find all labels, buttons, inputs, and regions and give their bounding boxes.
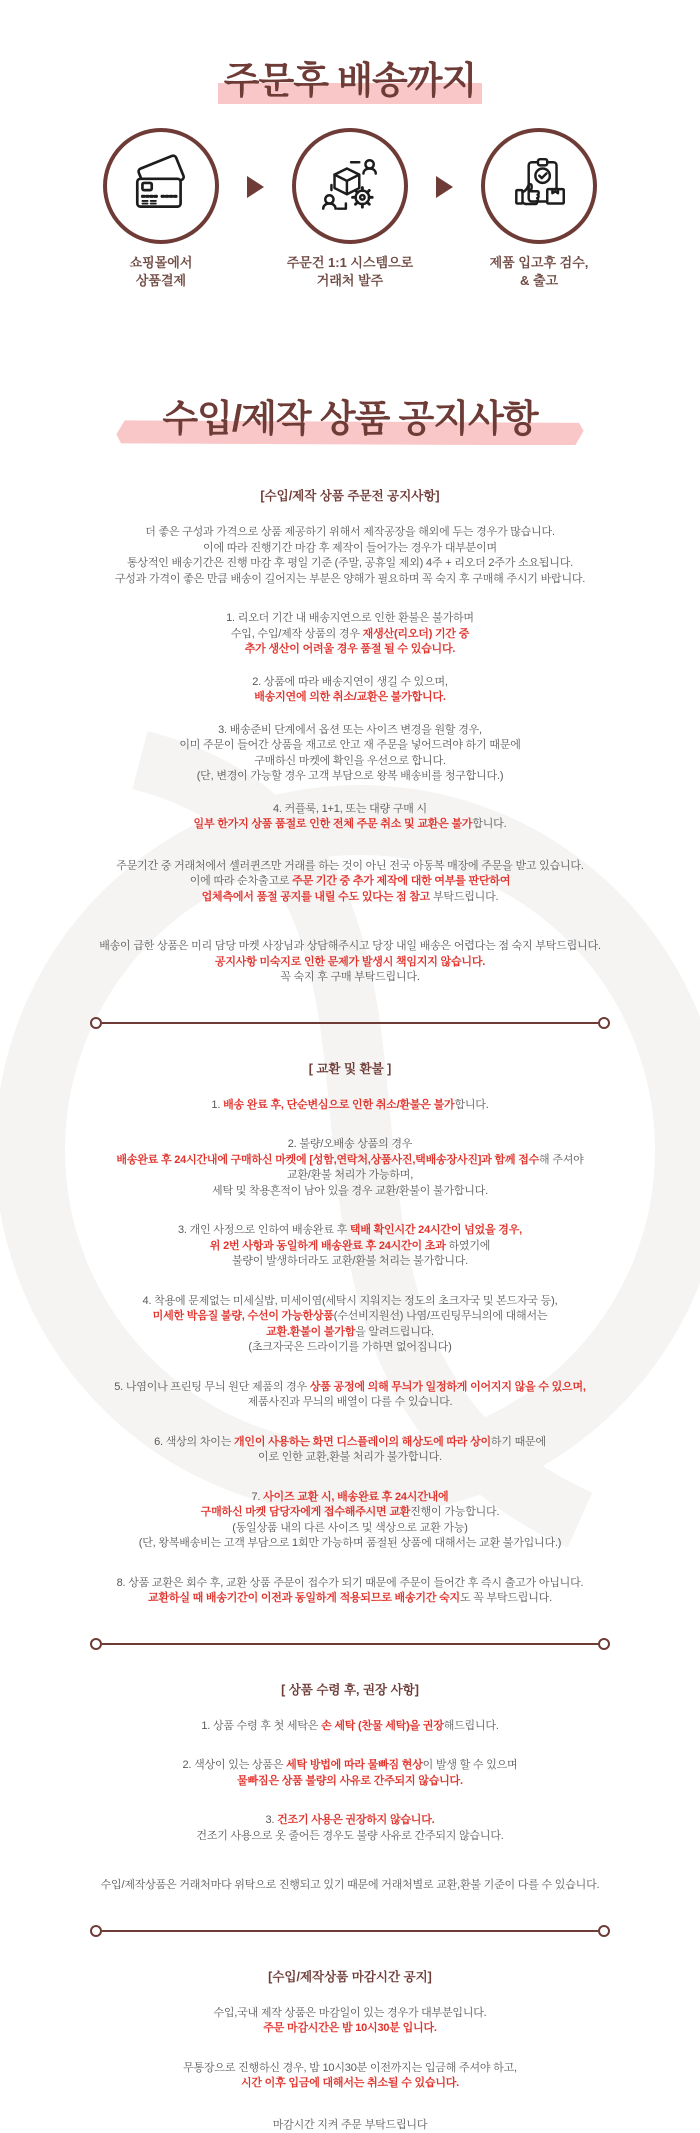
notice-line: 꼭 숙지 후 구매 부탁드립니다. [280, 971, 420, 984]
notice-title-section [0, 388, 700, 442]
notice-line: 제품사진과 무늬의 배열이 다를 수 있습니다. [247, 1396, 453, 1409]
notice-line: 세탁 및 착용흔적이 남아 있을 경우 교환/환불이 불가합니다. [212, 1184, 488, 1197]
notice-paragraph [0, 939, 700, 986]
step-label-line: & 출고 [519, 273, 559, 289]
section-header: [수입/제작상품 마감시간 공지] [268, 1969, 432, 1984]
notice-line: 수입,국내 제작 상품은 마감일이 있는 경우가 대부분입니다. [213, 2006, 487, 2019]
notice-paragraph [0, 675, 700, 706]
divider-end-circle [598, 1638, 610, 1650]
notice-line: 수입/제작상품은 거래처마다 위탁으로 진행되고 있기 때문에 거래처별로 교환,환불 기준이 다를 수 있습니다. [100, 1879, 600, 1892]
notice-blocks [0, 486, 700, 2133]
notice-line: 더 좋은 구성과 가격으로 상품 제공하기 위해서 제작공장을 해외에 두는 경우가 많습니다. [145, 526, 555, 539]
divider-end-circle [598, 1925, 610, 1937]
notice-line: 주문기간 중 거래처에서 셀러퀸즈만 거래를 하는 것이 아닌 전국 아동복 매장에 주문을 받고 있습니다. [116, 859, 584, 872]
step-label-line: 거래처 발주 [316, 273, 384, 289]
step-label-line: 쇼핑몰에서 [129, 255, 193, 270]
notice-line: 시간 이후 입금에 대해서는 취소될 수 있습니다. [240, 2077, 460, 2090]
notice-line: 수입, 수입/제작 상품의 경우 재생산(리오더) 기간 중 [230, 627, 470, 640]
step-circle [292, 128, 408, 244]
notice-line: (초크자국은 드라이기를 가하면 없어집니다) [248, 1341, 452, 1354]
section-header: [수입/제작 상품 주문전 공지사항] [260, 489, 440, 504]
step-circle [481, 128, 597, 244]
divider-end-circle [90, 1017, 102, 1029]
notice-line: 건조기 사용으로 옷 줄어든 경우도 불량 사유로 간주되지 않습니다. [196, 1829, 504, 1842]
notice-paragraph [0, 1098, 700, 1114]
divider-line [102, 1643, 598, 1646]
notice-paragraph [0, 1223, 700, 1270]
notice-line: 배송완료 후 24시간내에 구매하신 마켓에 [성함,연락처,상품사진,택배송장사진]과 함께 접수해 주셔야 [116, 1153, 584, 1166]
notice-paragraph [0, 1576, 700, 1607]
notice-line: 공지사항 미숙지로 인한 문제가 발생시 책임지지 않습니다. [214, 955, 486, 968]
notice-paragraph [0, 1294, 700, 1356]
notice-line: 이에 따라 순차출고로 주문 기간 중 추가 제작에 대한 여부를 판단하여 [189, 875, 511, 888]
notice-paragraph [0, 1490, 700, 1552]
notice-line: 업체측에서 품절 공지를 내릴 수도 있다는 점 참고 부탁드립니다. [201, 890, 499, 903]
notice-title-block [162, 388, 537, 442]
notice-line: 3. 건조기 사용은 권장하지 않습니다. [265, 1814, 435, 1827]
notice-line: 1. 리오더 기간 내 배송지연으로 인한 환불은 불가하며 [226, 612, 474, 625]
credit-card-icon [128, 153, 194, 219]
notice-line: 무통장으로 진행하신 경우, 밤 10시30분 이전까지는 입금해 주셔야 하고, [183, 2061, 517, 2074]
notice-line: (동일상품 내의 다른 사이즈 및 색상으로 교환 가능) [232, 1521, 468, 1534]
notice-line: 위 2번 사항과 동일하게 배송완료 후 24시간이 초과 하였기에 [209, 1239, 491, 1252]
notice-line: 주문 마감시간은 밤 10시30분 입니다. [263, 2022, 437, 2035]
notice-line: 1. 배송 완료 후, 단순변심으로 인한 취소/환불은 불가합니다. [211, 1098, 489, 1111]
notice-paragraph [0, 1878, 700, 1894]
divider-end-circle [598, 1017, 610, 1029]
notice-line: 구매하신 마켓에 확인을 우선으로 합니다. [254, 754, 446, 767]
arrow-right-icon [436, 176, 453, 198]
step-order-system [264, 128, 436, 290]
notice-line: 배송이 급한 상품은 미리 담당 마켓 사장님과 상담해주시고 당장 내일 배송은 어렵다는 점 숙지 부탁드립니다. [99, 940, 601, 953]
notice-line: 불량이 발생하더라도 교환/환불 처리는 불가합니다. [231, 1255, 469, 1268]
notice-paragraph [0, 2118, 700, 2133]
step-label [453, 254, 625, 290]
section-divider [90, 1017, 610, 1029]
notice-paragraph [0, 723, 700, 785]
notice-line: 교환.환불이 불가함을 알려드립니다. [266, 1325, 434, 1338]
order-system-icon [317, 153, 383, 219]
notice-line: 마감시간 지켜 주문 부탁드립니다 [272, 2118, 428, 2131]
notice-line: 미세한 박음질 불량, 수선이 가능한상품(수선비지원선) 나염/프린팅무늬의에 대해서는 [152, 1310, 548, 1323]
notice-line: 구성과 가격이 좋은 만큼 배송이 길어지는 부분은 양해가 필요하며 꼭 숙지 후 구매해 주시기 바랍니다. [114, 572, 586, 585]
notice-paragraph [0, 1719, 700, 1735]
step-label-line: 상품결제 [135, 273, 187, 289]
step-inspection [453, 128, 625, 290]
divider-line [102, 1930, 598, 1933]
notice-line: 8. 상품 교환은 회수 후, 교환 상품 주문이 접수가 되기 때문에 주문이 들어간 후 즉시 출고가 아닙니다. [116, 1576, 584, 1589]
notice-title: 수입/제작 상품 공지사항 [162, 398, 538, 440]
notice-paragraph [0, 1435, 700, 1466]
step-label [264, 254, 436, 290]
notice-line: (단, 변경이 가능할 경우 고객 부담으로 왕복 배송비를 청구합니다.) [196, 770, 504, 783]
notice-line: 3. 배송준비 단계에서 옵션 또는 사이즈 변경을 원할 경우, [218, 723, 482, 736]
order-steps [0, 128, 700, 290]
step-label-line: 주문건 1:1 시스템으로 [286, 255, 414, 270]
notice-line: 통상적인 배송기간은 진행 마감 후 평일 기준 (주말, 공휴일 제외) 4주 + 리오더 2주가 소요됩니다. [126, 557, 574, 570]
section-header: [ 상품 수령 후, 권장 사항] [281, 1682, 419, 1697]
notice-paragraph [0, 2006, 700, 2037]
step-payment [75, 128, 247, 290]
notice-line: 5. 나염이나 프린팅 무늬 원단 제품의 경우 상품 공정에 의해 무늬가 일정하게 이어지지 않을 수 있으며, [114, 1380, 586, 1393]
notice-line: (단, 왕복배송비는 고객 부담으로 1회만 가능하며 품절된 상품에 대해서는 교환 불가입니다.) [138, 1537, 562, 1550]
notice-line: 이미 주문이 들어간 상품을 재고로 안고 재 주문을 넣어드려야 하기 때문에 [179, 739, 521, 752]
notice-line: 이에 따라 진행기간 마감 후 제작이 들어가는 경우가 대부분이며 [203, 541, 497, 554]
notice-line: 4. 착용에 문제없는 미세실밥, 미세이염(세탁시 지워지는 정도의 초크자국 및 본드자국 등), [142, 1294, 558, 1307]
hero-title: 주문후 배송까지 [223, 60, 477, 101]
divider-end-circle [90, 1925, 102, 1937]
notice-paragraph [0, 802, 700, 833]
notice-paragraph [0, 611, 700, 658]
hero-title-block [224, 50, 476, 104]
notice-line: 2. 색상이 있는 상품은 세탁 방법에 따라 물빠짐 현상이 발생 할 수 있으며 [182, 1759, 518, 1772]
section-divider [90, 1925, 610, 1937]
notice-line: 1. 상품 수령 후 첫 세탁은 손 세탁 (찬물 세탁)을 권장해드립니다. [201, 1719, 499, 1732]
notice-line: 교환하실 때 배송기간이 이전과 동일하게 적용되므로 배송기간 숙지도 꼭 부탁드립니다. [148, 1592, 552, 1605]
arrow-right-icon [247, 176, 264, 198]
divider-line [102, 1022, 598, 1025]
notice-paragraph [0, 525, 700, 587]
notice-line: 6. 색상의 차이는 개인이 사용하는 화면 디스플레이의 해상도에 따라 상이하기 때문에 [154, 1435, 546, 1448]
notice-line: 배송지연에 의한 취소/교환은 불가합니다. [254, 691, 446, 704]
notice-line: 일부 한가지 상품 품절로 인한 전체 주문 취소 및 교환은 불가합니다. [193, 818, 507, 831]
notice-line: 이로 인한 교환,환불 처리가 불가합니다. [258, 1451, 442, 1464]
hero-section [0, 0, 700, 290]
section-header: [ 교환 및 환불 ] [308, 1061, 392, 1076]
step-label [75, 254, 247, 290]
step-circle [103, 128, 219, 244]
notice-paragraph [0, 2061, 700, 2092]
notice-paragraph [0, 1758, 700, 1789]
notice-line: 4. 커플룩, 1+1, 또는 대량 구매 시 [273, 802, 427, 815]
step-label-line: 제품 입고후 검수, [489, 255, 589, 270]
notice-line: 3. 개인 사정으로 인하여 배송완료 후 택배 확인시간 24시간이 넘었을 경우, [178, 1224, 522, 1237]
divider-end-circle [90, 1638, 102, 1650]
notice-paragraph [0, 859, 700, 906]
notice-line: 물빠짐은 상품 불량의 사유로 간주되지 않습니다. [237, 1774, 463, 1787]
notice-line: 구매하신 마켓 담당자에게 접수해주시면 교환진행이 가능합니다. [200, 1506, 500, 1519]
notice-line: 추가 생산이 어려울 경우 품절 될 수 있습니다. [244, 643, 456, 656]
notice-paragraph [0, 1137, 700, 1199]
notice-line: 2. 불량/오배송 상품의 경우 [287, 1138, 413, 1151]
notice-paragraph [0, 1813, 700, 1844]
notice-line: 2. 상품에 따라 배송지연이 생길 수 있으며, [252, 675, 448, 688]
notice-line: 교환/환불 처리가 가능하며, [286, 1169, 414, 1182]
section-divider [90, 1638, 610, 1650]
inspection-shipping-icon [506, 153, 572, 219]
notice-line: 7. 사이즈 교환 시, 배송완료 후 24시간내에 [251, 1490, 449, 1503]
notice-paragraph [0, 1380, 700, 1411]
